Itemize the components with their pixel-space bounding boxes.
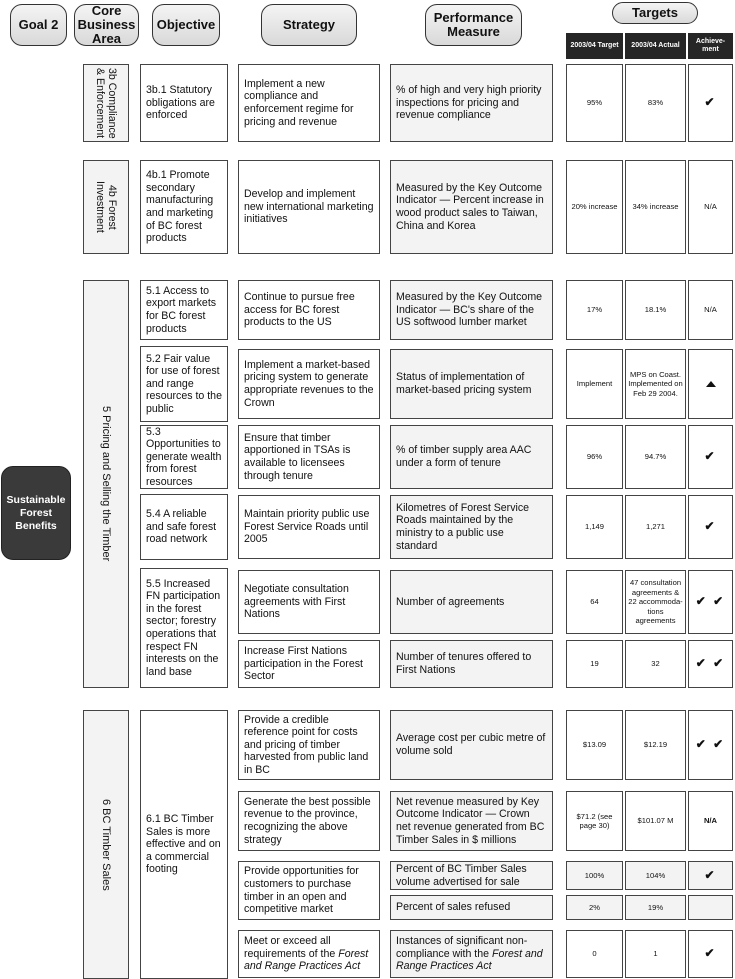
measure-cell: Percent of BC Timber Sales volume advertised for sale: [390, 861, 553, 890]
actual-cell: 1,271: [625, 495, 686, 559]
actual-cell: 104%: [625, 861, 686, 890]
measure-cell: Instances of significant non-compliance with the Forest and Range Practices Act: [390, 930, 553, 978]
target-cell: 17%: [566, 280, 623, 340]
objective-5-3: 5.3 Opportunities to generate wealth from forest resources: [140, 425, 228, 489]
target-cell: 100%: [566, 861, 623, 890]
achievement-check-icon: ✔ ✔: [688, 710, 733, 780]
target-cell: 19: [566, 640, 623, 688]
achievement-check-icon: ✔: [688, 930, 733, 978]
target-cell: 20% increase: [566, 160, 623, 254]
measure-cell: Measured by the Key Outcome Indicator — BC's share of the US softwood lumber market: [390, 280, 553, 340]
measure-cell: Measured by the Key Outcome Indicator — Percent increase in wood product sales to Taiwan, China and Korea: [390, 160, 553, 254]
target-cell: $71.2 (see page 30): [566, 791, 623, 851]
actual-cell: 83%: [625, 64, 686, 142]
core-area-4b: 4b Forest Investment: [83, 160, 129, 254]
actual-cell: 32: [625, 640, 686, 688]
measure-header: Performance Measure: [425, 4, 522, 46]
measure-cell: Net revenue measured by Key Outcome Indicator — Crown net revenue generated from BC Timber Sales in $ millions: [390, 791, 553, 851]
strategy-cell: Negotiate consultation agreements with First Nations: [238, 570, 380, 634]
achievement-up-triangle-icon: [688, 349, 733, 419]
target-cell: $13.09: [566, 710, 623, 780]
achievement-col-header: Achieve-ment: [688, 33, 733, 59]
measure-cell: Number of agreements: [390, 570, 553, 634]
target-cell: Implement: [566, 349, 623, 419]
achievement-check-icon: ✔ ✔: [688, 640, 733, 688]
measure-cell: % of high and very high priority inspections for pricing and revenue compliance: [390, 64, 553, 142]
strategy-cell: Provide opportunities for customers to purchase timber in an open and competitive market: [238, 861, 380, 920]
achievement-cell: N/A: [688, 280, 733, 340]
core-area-5: 5 Pricing and Selling the Timber: [83, 280, 129, 688]
strategy-cell: Ensure that timber apportioned in TSAs is available to licensees through tenure: [238, 425, 380, 489]
actual-cell: 94.7%: [625, 425, 686, 489]
objective-3b1: 3b.1 Statutory obligations are enforced: [140, 64, 228, 142]
achievement-check-icon: ✔ ✔: [688, 570, 733, 634]
achievement-cell: N/A: [688, 791, 733, 851]
actual-cell: $101.07 M: [625, 791, 686, 851]
target-cell: 1,149: [566, 495, 623, 559]
measure-cell: Number of tenures offered to First Nations: [390, 640, 553, 688]
actual-cell: 47 consultation agreements & 22 accommoda-tions agreements: [625, 570, 686, 634]
objective-5-1: 5.1 Access to export markets for BC forest products: [140, 280, 228, 340]
achievement-check-icon: ✔: [688, 64, 733, 142]
achievement-check-icon: ✔: [688, 861, 733, 890]
strategy-cell: Maintain priority public use Forest Service Roads until 2005: [238, 495, 380, 559]
goal-label: Sustainable Forest Benefits: [1, 466, 71, 560]
measure-cell: Kilometres of Forest Service Roads maintained by the ministry to a public use standard: [390, 495, 553, 559]
core-area-6: 6 BC Timber Sales: [83, 710, 129, 979]
measure-cell: % of timber supply area AAC under a form of tenure: [390, 425, 553, 489]
measure-cell: Status of implementation of market-based pricing system: [390, 349, 553, 419]
target-cell: 0: [566, 930, 623, 978]
objective-5-5: 5.5 Increased FN participation in the forest sector; forestry operations that respect FN interests on the land base: [140, 568, 228, 688]
strategy-cell: Continue to pursue free access for BC forest products to the US: [238, 280, 380, 340]
achievement-check-icon: ✔: [688, 425, 733, 489]
targets-header: Targets: [612, 2, 698, 24]
strategy-cell: Implement a new compliance and enforcement regime for pricing and revenue: [238, 64, 380, 142]
target-cell: 96%: [566, 425, 623, 489]
strategy-cell: Provide a credible reference point for costs and pricing of timber harvested from public land in BC: [238, 710, 380, 780]
actual-cell: 1: [625, 930, 686, 978]
achievement-cell: [688, 895, 733, 920]
measure-cell: Percent of sales refused: [390, 895, 553, 920]
objective-4b1: 4b.1 Promote secondary manufacturing and marketing of BC forest products: [140, 160, 228, 254]
strategy-cell: Meet or exceed all requirements of the Forest and Range Practices Act: [238, 930, 380, 978]
strategy-header: Strategy: [261, 4, 357, 46]
objective-5-4: 5.4 A reliable and safe forest road network: [140, 494, 228, 560]
goal-header: Goal 2: [10, 4, 67, 46]
actual-col-header: 2003/04 Actual: [625, 33, 686, 59]
objective-header: Objective: [152, 4, 220, 46]
actual-cell: 19%: [625, 895, 686, 920]
achievement-check-icon: ✔: [688, 495, 733, 559]
measure-cell: Average cost per cubic metre of volume sold: [390, 710, 553, 780]
core-area-3b: 3b Compliance & Enforcement: [83, 64, 129, 142]
strategy-cell: Generate the best possible revenue to the province, recognizing the above strategy: [238, 791, 380, 851]
strategy-cell: Develop and implement new international marketing initiatives: [238, 160, 380, 254]
actual-cell: MPS on Coast. Implemented on Feb 29 2004.: [625, 349, 686, 419]
objective-5-2: 5.2 Fair value for use of forest and range resources to the public: [140, 346, 228, 422]
achievement-cell: N/A: [688, 160, 733, 254]
core-area-header: Core Business Area: [74, 4, 139, 46]
actual-cell: 34% increase: [625, 160, 686, 254]
strategy-cell: Implement a market-based pricing system to generate appropriate revenues to the Crown: [238, 349, 380, 419]
target-cell: 64: [566, 570, 623, 634]
target-cell: 2%: [566, 895, 623, 920]
strategy-cell: Increase First Nations participation in the Forest Sector: [238, 640, 380, 688]
target-cell: 95%: [566, 64, 623, 142]
target-col-header: 2003/04 Target: [566, 33, 623, 59]
objective-6-1: 6.1 BC Timber Sales is more effective and on a commercial footing: [140, 710, 228, 979]
actual-cell: $12.19: [625, 710, 686, 780]
actual-cell: 18.1%: [625, 280, 686, 340]
